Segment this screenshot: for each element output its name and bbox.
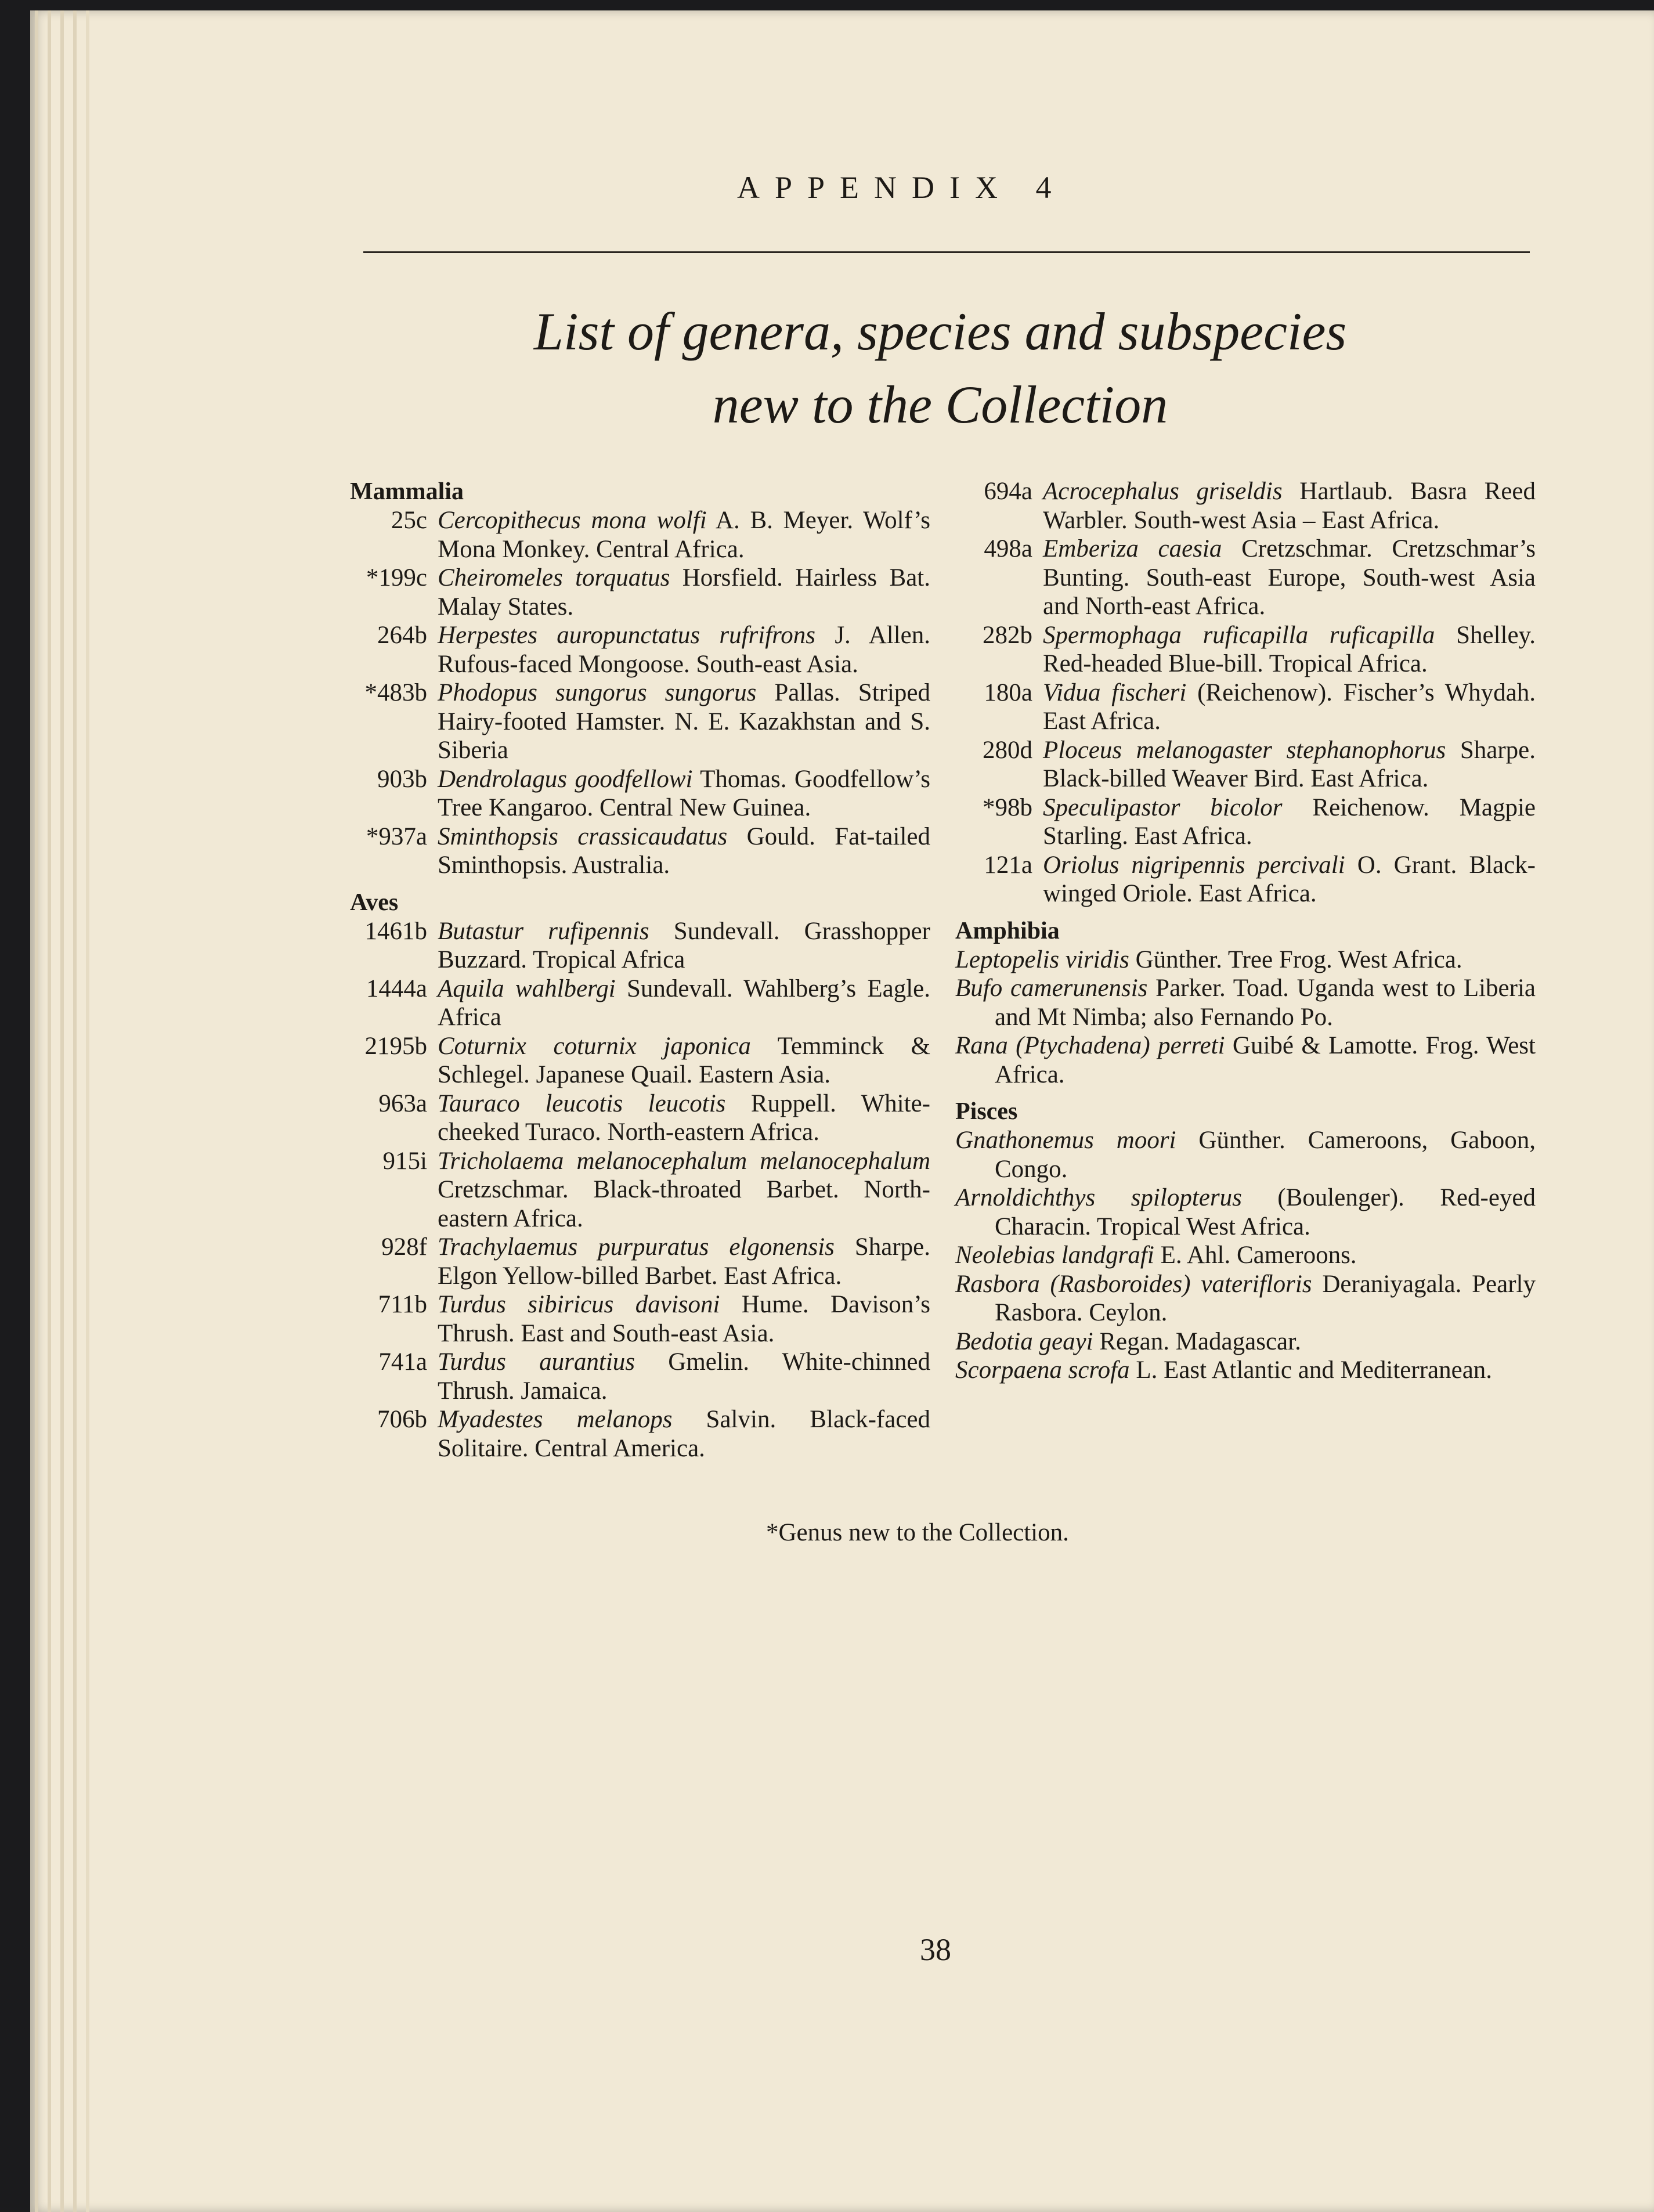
catalogue-number: 282b [983,621,1032,649]
page-edge [60,10,64,2212]
page-edge [35,10,38,2212]
catalogue-number: 2195b [364,1032,427,1060]
species-details: Pallas. Striped Hairy-footed Hamster. N. E. Kazakhstan and S. Siberia [438,679,930,764]
species-text [438,1233,930,1290]
species-details: E. Ahl. Cameroons. [1154,1242,1357,1269]
species-details: Sharpe. Elgon Yellow-billed Barbet. East Africa. [438,1233,930,1290]
scientific-name: Bedotia geayi [955,1327,1093,1355]
species-text [438,975,930,1032]
species-entry [955,1126,1536,1183]
species-text [438,917,930,975]
catalogue-number: 1444a [366,975,427,1002]
species-text [438,1348,930,1405]
catalogue-number: 280d [983,736,1032,764]
species-entry [955,851,1536,908]
species-text [438,1147,930,1233]
species-text [438,1089,930,1147]
species-details: Sundevall. Grasshopper Buzzard. Tropical Africa [438,917,931,973]
scientific-name: Sminthopsis crassicaudatus [438,822,728,850]
scientific-name: Cheiromeles torquatus [438,564,670,591]
scientific-name: Scorpaena scrofa [955,1356,1130,1384]
species-entry [350,1405,930,1463]
scientific-name: Myadestes melanops [438,1406,673,1433]
species-text [438,1290,930,1348]
species-entry [350,975,930,1032]
species-entry [350,1032,930,1089]
species-text [438,822,930,880]
scientific-name: Acrocephalus griseldis [1043,478,1283,505]
scientific-name: Rana (Ptychadena) perreti [955,1032,1225,1059]
species-entry [955,1183,1536,1241]
species-details: Günther. Tree Frog. West Africa. [1129,946,1462,973]
species-details: Parker. Toad. Uganda west to Liberia and Mt Nimba; also Fernando Po. [995,975,1536,1031]
species-text [438,1032,930,1089]
section-heading: Mammalia [350,478,464,505]
species-details: Günther. Cameroons, Gaboon, Congo. [995,1127,1536,1183]
scientific-name: Cercopithecus mona wolfi [438,507,707,534]
species-entry [955,1241,1536,1270]
species-entry [350,679,930,765]
species-text [438,1405,930,1463]
catalogue-number: *98b [983,793,1032,821]
species-details: (Reichenow). Fischer’s Whydah. East Africa. [1043,679,1536,735]
scientific-name: Tricholaema melanocephalum melanocephalum [438,1147,930,1175]
scientific-name: Turdus aurantius [438,1348,635,1376]
species-text [1043,851,1536,908]
species-entry [350,765,930,822]
page-edge [48,10,51,2212]
catalogue-number: 264b [377,622,427,649]
section-heading: Aves [350,889,399,916]
scientific-name: Phodopus sungorus sungorus [438,679,757,706]
species-details: Thomas. Goodfellow’s Tree Kangaroo. Central New Guinea. [438,765,931,821]
scientific-name: Arnoldichthys spilopterus [955,1184,1242,1211]
scientific-name: Trachylaemus purpuratus elgonensis [438,1233,835,1261]
species-entry [350,1089,930,1147]
species-entry [955,736,1536,793]
species-details: Ruppell. White-cheeked Turaco. North-eastern Africa. [438,1089,930,1146]
species-entry [955,1327,1536,1356]
species-entry [350,1147,930,1233]
species-details: Deraniyagala. Pearly Rasbora. Ceylon. [995,1270,1536,1326]
species-text [1043,793,1536,851]
catalogue-number: 706b [377,1406,427,1433]
heading-rule [363,251,1530,253]
species-entry [350,564,930,621]
section-heading: Amphibia [955,917,1060,944]
species-details: Horsfield. Hairless Bat. Malay States. [438,564,930,620]
catalogue-number: 903b [377,765,427,793]
species-details: L. East Atlantic and Mediterranean. [1129,1356,1493,1384]
species-details: Guibé & Lamotte. Frog. West Africa. [995,1032,1536,1088]
species-text [1043,621,1536,679]
species-details: Hume. Davison’s Thrush. East and South-east Asia. [438,1291,930,1347]
scientific-name: Neolebias landgrafi [955,1242,1154,1269]
scientific-name: Turdus sibiricus davisoni [438,1291,720,1318]
scientific-name: Spermophaga ruficapilla ruficapilla [1043,621,1435,649]
species-entry [350,822,930,880]
title-line-2: new to the Collection [712,375,1168,434]
species-details: Reichenow. Magpie Starling. East Africa. [1043,793,1536,850]
species-details: J. Allen. Rufous-faced Mongoose. South-east Asia. [438,622,930,678]
catalogue-number: *199c [366,564,427,591]
species-entry [955,621,1536,679]
footnote: *Genus new to the Collection. [766,1519,1069,1546]
species-details: Shelley. Red-headed Blue-bill. Tropical Africa. [1043,621,1536,677]
scientific-name: Coturnix coturnix japonica [438,1032,751,1060]
left-column [350,477,930,1463]
species-entry [955,974,1536,1031]
catalogue-number: 1461b [364,917,427,945]
catalogue-number: 694a [984,478,1032,505]
species-entry [955,793,1536,851]
species-text [1043,736,1536,793]
scientific-name: Leptopelis viridis [955,946,1129,973]
species-entry [350,917,930,975]
scientific-name: Herpestes auropunctatus rufrifrons [438,622,816,649]
species-text [1043,535,1536,621]
title-line-1: List of genera, species and subspecies [533,302,1347,361]
species-text [438,564,930,621]
catalogue-number: *937a [366,822,427,850]
species-entry [955,1031,1536,1089]
species-details: Cretzschmar. Cretzschmar’s Bunting. South-east Europe, South-west Asia and North-east Africa. [1043,535,1536,620]
species-entry [350,1233,930,1290]
species-entry [350,621,930,679]
species-details: Gould. Fat-tailed Sminthopsis. Australia. [438,822,930,879]
catalogue-number: 711b [378,1291,427,1318]
scientific-name: Tauraco leucotis leucotis [438,1089,726,1117]
scientific-name: Vidua fischeri [1043,679,1187,706]
species-entry [955,946,1536,975]
species-entry [955,477,1536,535]
species-entry [350,1348,930,1405]
scientific-name: Rasbora (Rasboroides) vaterifloris [955,1270,1312,1298]
scientific-name: Ploceus melanogaster stephanophorus [1043,736,1446,764]
scientific-name: Emberiza caesia [1043,535,1222,562]
scientific-name: Bufo camerunensis [955,975,1148,1002]
scientific-name: Aquila wahlbergi [438,975,616,1002]
section-heading: Pisces [955,1098,1018,1125]
species-details: Salvin. Black-faced Solitaire. Central America. [438,1406,931,1462]
species-entry [955,1356,1536,1385]
scientific-name: Oriolus nigripennis percivali [1043,851,1345,879]
species-text [438,679,930,765]
catalogue-number: *483b [364,679,427,706]
catalogue-number: 963a [378,1089,427,1117]
page-edge [86,10,89,2212]
species-entry [350,506,930,564]
species-details: Hartlaub. Basra Reed Warbler. South-west Asia – East Africa. [1043,478,1536,534]
species-details: Regan. Madagascar. [1093,1327,1301,1355]
catalogue-number: 915i [382,1147,427,1175]
right-column [955,477,1536,1385]
species-entry [955,679,1536,736]
species-details: A. B. Meyer. Wolf’s Mona Monkey. Central Africa. [438,507,930,563]
species-text [438,765,930,822]
species-entry [955,1270,1536,1327]
page-title [348,295,1532,441]
appendix-heading: APPENDIX 4 [737,170,1067,205]
species-text [438,506,930,564]
page-edge [73,10,77,2212]
species-entry [350,1290,930,1348]
scientific-name: Gnathonemus moori [955,1127,1176,1154]
scientific-name: Speculipastor bicolor [1043,793,1283,821]
catalogue-number: 180a [984,679,1032,706]
species-details: Gmelin. White-chinned Thrush. Jamaica. [438,1348,930,1405]
species-entry [955,535,1536,621]
catalogue-number: 121a [984,851,1032,879]
catalogue-number: 928f [381,1233,427,1261]
species-details: O. Grant. Black-winged Oriole. East Africa. [1043,851,1536,907]
catalogue-number: 741a [378,1348,427,1376]
scientific-name: Butastur rufipennis [438,917,649,945]
species-text [1043,477,1536,535]
catalogue-number: 498a [984,535,1032,562]
species-text [1043,679,1536,736]
species-details: (Boulenger). Red-eyed Characin. Tropical West Africa. [995,1184,1536,1240]
catalogue-number: 25c [391,507,427,534]
species-details: Sharpe. Black-billed Weaver Bird. East Africa. [1043,736,1536,792]
scientific-name: Dendrolagus goodfellowi [438,765,693,793]
species-text [438,621,930,679]
species-details: Cretzschmar. Black-throated Barbet. North-eastern Africa. [438,1176,930,1232]
species-details: Temminck & Schlegel. Japanese Quail. Eastern Asia. [438,1032,930,1088]
page-number: 38 [920,1932,951,1967]
species-details: Sundevall. Wahlberg’s Eagle. Africa [438,975,930,1031]
